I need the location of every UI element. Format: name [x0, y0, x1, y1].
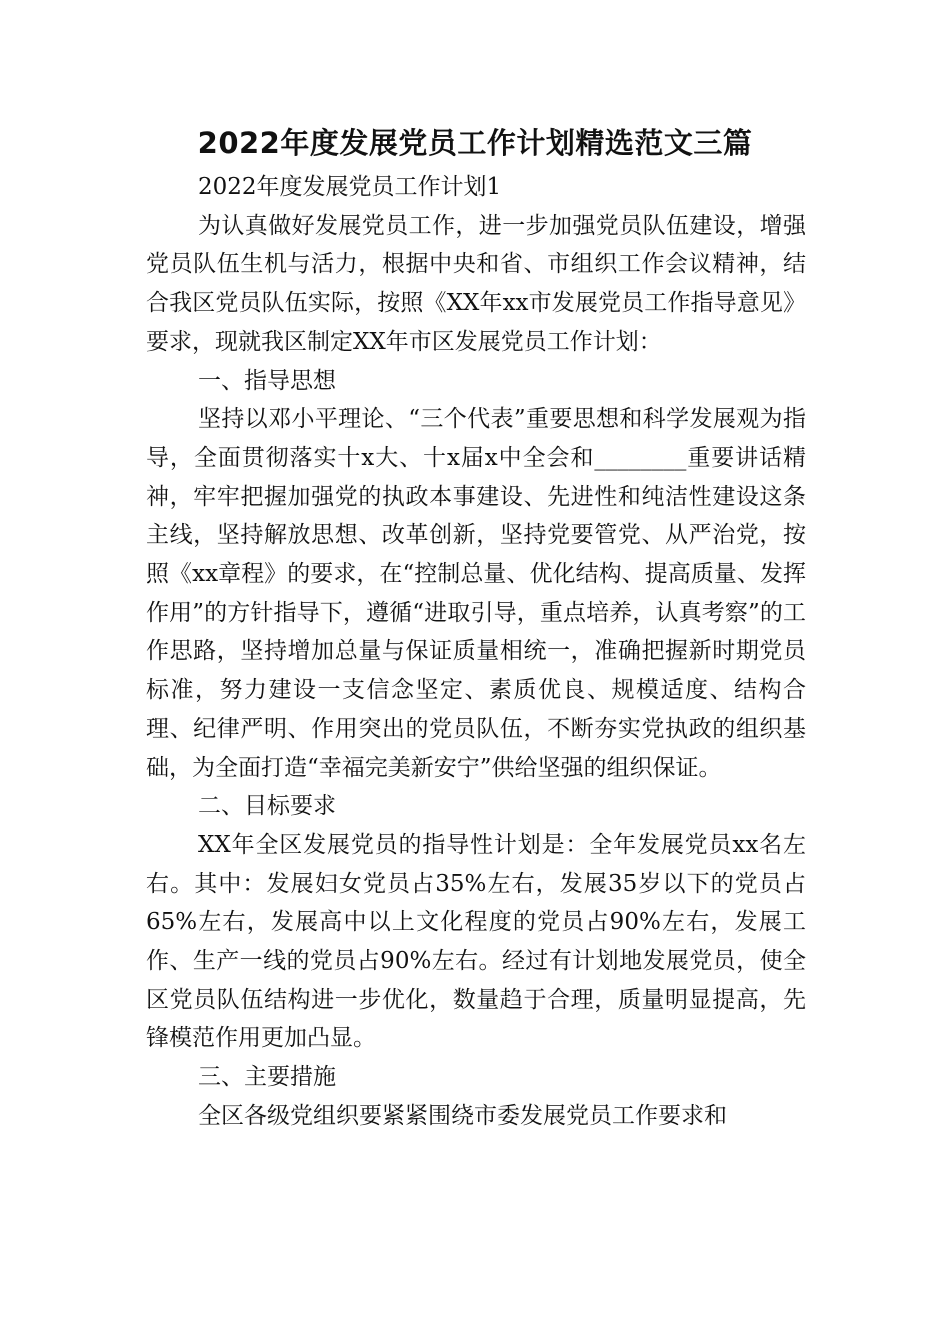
section-heading-measures: 三、主要措施: [198, 1064, 336, 1091]
document-body: [146, 168, 806, 1136]
guiding-ideology-paragraph: 坚持以邓小平理论、“三个代表”重要思想和科学发展观为指导，全面贯彻落实十x大、十x届x中全会和________重要讲话精神，牢牢把握加强党的执政本事建设、先进性和纯洁性建设这条主线，坚持解放思想、改革创新，坚持党要管党、从严治党，按照《xx章程》的要求，在“控制总量、优化结构、提高质量、发挥作用”的方针指导下，遵循“进取引导，重点培养，认真考察”的工作思路，坚持增加总量与保证质量相统一，准确把握新时期党员标准，努力建设一支信念坚定、素质优良、规模适度、结构合理、纪律严明、作用突出的党员队伍，不断夯实党执政的组织基础，为全面打造“幸福完美新安宁”供给坚强的组织保证。: [146, 406, 806, 781]
intro-paragraph: 为认真做好发展党员工作，进一步加强党员队伍建设，增强党员队伍生机与活力，根据中央和省、市组织工作会议精神，结合我区党员队伍实际，按照《XX年xx市发展党员工作指导意见》要求，现就我区制定XX年市区发展党员工作计划：: [146, 212, 806, 355]
section-subtitle: 2022年度发展党员工作计划1: [198, 174, 502, 200]
measures-paragraph: 全区各级党组织要紧紧围绕市委发展党员工作要求和: [198, 1102, 727, 1129]
document-title: 2022年度发展党员工作计划精选范文三篇: [197, 126, 753, 160]
goals-paragraph: XX年全区发展党员的指导性计划是：全年发展党员xx名左右。其中：发展妇女党员占35%左右，发展35岁以下的党员占65%左右，发展高中以上文化程度的党员占90%左右，发展工作、生产一线的党员占90%左右。经过有计划地发展党员，使全区党员队伍结构进一步优化，数量趋于合理，质量明显提高，先锋模范作用更加凸显。: [146, 831, 806, 1052]
section-heading-guiding-ideology: 一、指导思想: [198, 367, 336, 394]
section-heading-goals: 二、目标要求: [198, 793, 336, 820]
